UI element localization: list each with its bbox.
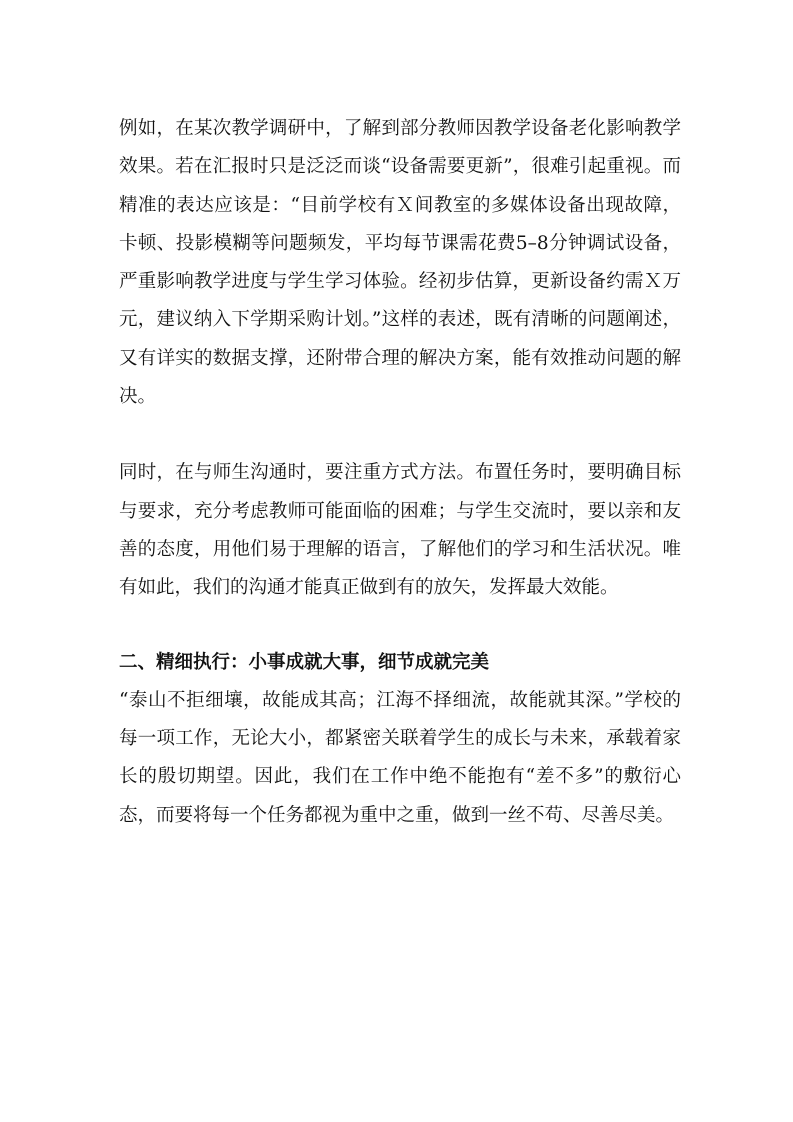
- document-body: [119, 110, 681, 835]
- section-heading: 二、精细执行：小事成就大事，细节成就完美: [119, 651, 490, 673]
- paragraph-meticulous-execution: “泰山不拒细壤，故能成其高；江海不择细流，故能就其深。”学校的每一项工作，无论大小，都紧密关联着学生的成长与未来，承载着家长的殷切期望。因此，我们在工作中绝不能抱有“差不多”的敷衍心态，而要将每一个任务都视为重中之重，做到一丝不苟、尽善尽美。: [119, 689, 681, 826]
- paragraph-equipment-example: 例如，在某次教学调研中，了解到部分教师因教学设备老化影响教学效果。若在汇报时只是泛泛而谈“设备需要更新”，很难引起重视。而精准的表达应该是：“目前学校有Ｘ间教室的多媒体设备出现故障，卡顿、投影模糊等问题频发，平均每节课需花费5–8分钟调试设备，严重影响教学进度与学生学习体验。经初步估算，更新设备约需Ｘ万元，建议纳入下学期采购计划。”这样的表述，既有清晰的问题阐述，又有详实的数据支撑，还附带合理的解决方案，能有效推动问题的解决。: [119, 118, 681, 408]
- paragraph-communication-methods: 同时，在与师生沟通时，要注重方式方法。布置任务时，要明确目标与要求，充分考虑教师可能面临的困难；与学生交流时，要以亲和友善的态度，用他们易于理解的语言，了解他们的学习和生活状况。唯有如此，我们的沟通才能真正做到有的放矢，发挥最大效能。: [119, 462, 681, 599]
